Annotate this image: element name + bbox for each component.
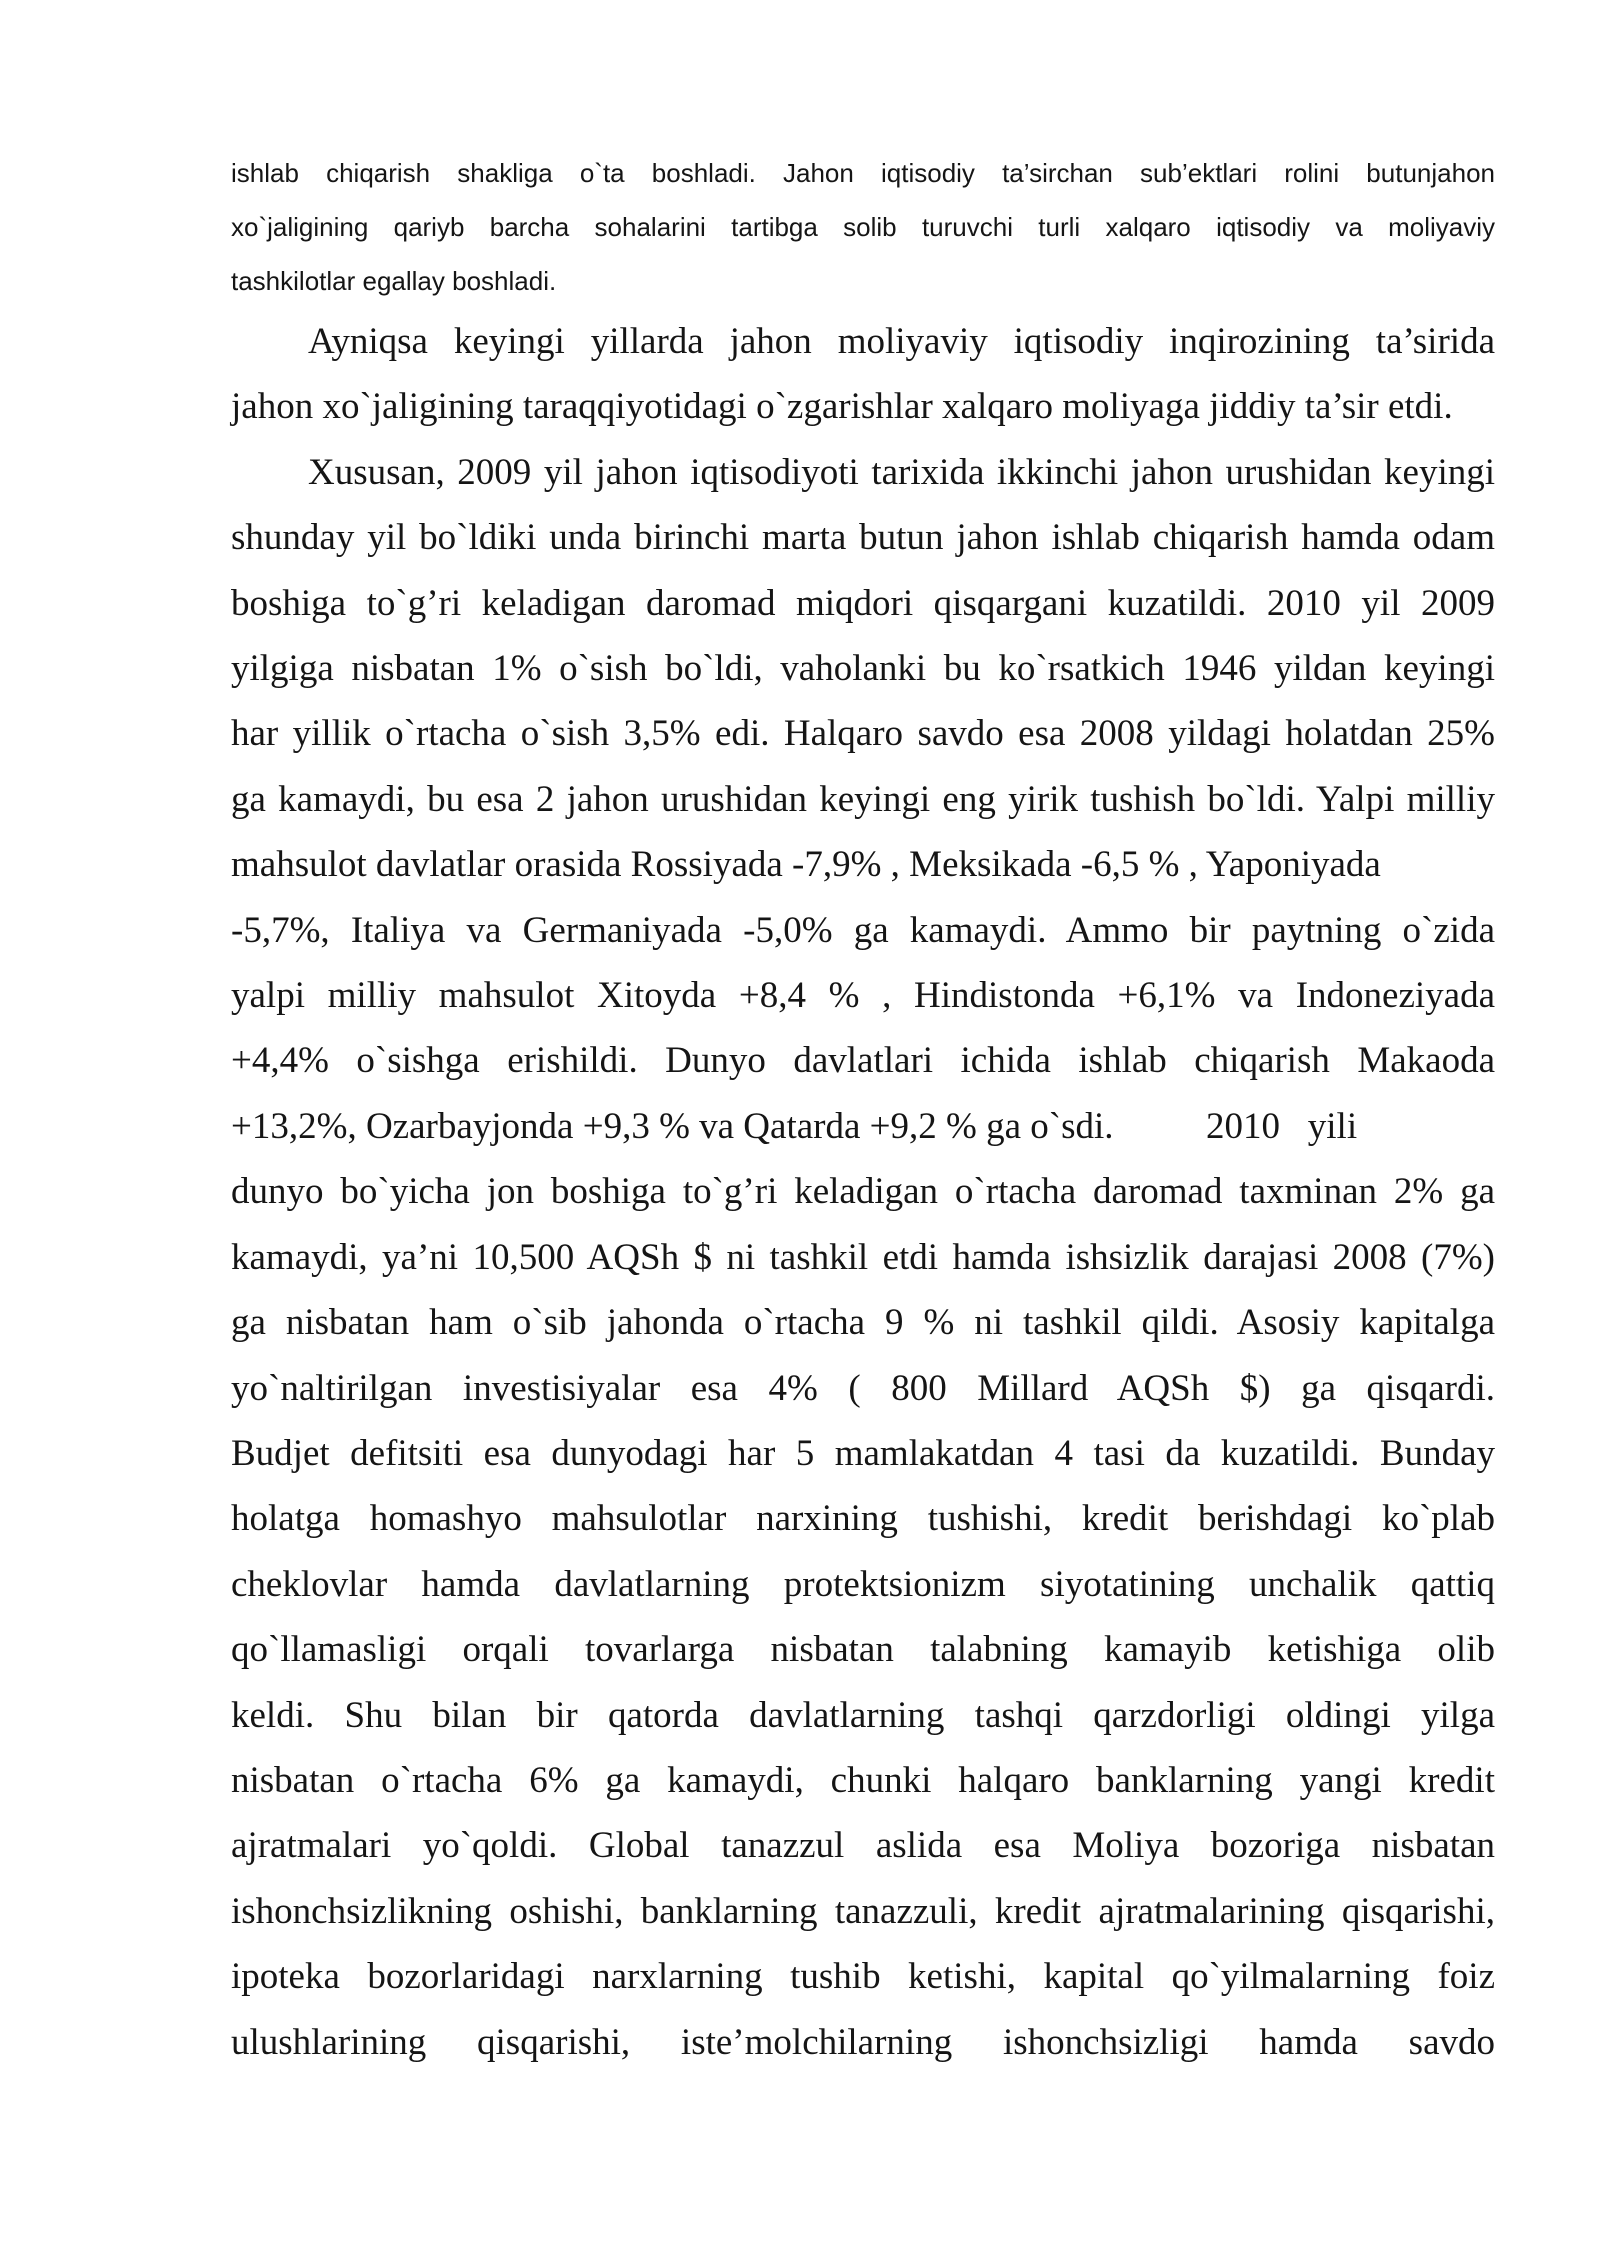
paragraph-line: ishonchsizlikning oshishi, banklarning tanazzuli, kredit ajratmalarining qisqarishi,: [231, 1890, 1495, 1932]
paragraph: [231, 440, 1495, 2075]
paragraph-line: har yillik o`rtacha o`sish 3,5% edi. Halqaro savdo esa 2008 yildagi holatdan 25%: [231, 713, 1495, 755]
paragraph: [231, 309, 1495, 440]
paragraph-line: Ayniqsa keyingi yillarda jahon moliyaviy iqtisodiy inqirozining ta’sirida: [308, 321, 1495, 362]
paragraph-line: dunyo bo`yicha jon boshiga to`g’ri keladigan o`rtacha daromad taxminan 2% ga: [231, 1171, 1495, 1213]
paragraph-line: kamaydi, ya’ni 10,500 AQSh $ ni tashkil etdi hamda ishsizlik darajasi 2008 (7%): [231, 1236, 1495, 1278]
intro-line: ishlab chiqarish shakliga o`ta boshladi. Jahon iqtisodiy ta’sirchan sub’ektlari rolini butunjahon: [231, 158, 1495, 188]
paragraph-line: -5,7%, Italiya va Germaniyada -5,0% ga kamaydi. Ammo bir paytning o`zida: [231, 909, 1495, 951]
paragraph-line: jahon xo`jaligining taraqqiyotidagi o`zgarishlar xalqaro moliyaga jiddiy ta’sir etdi.: [231, 386, 1453, 428]
paragraph-line: cheklovlar hamda davlatlarning protektsionizm siyotatining unchalik qattiq: [231, 1563, 1495, 1605]
paragraph-line: yilgiga nisbatan 1% o`sish bo`ldi, vaholanki bu ko`rsatkich 1946 yildan keyingi: [231, 648, 1495, 690]
intro-line: tashkilotlar egallay boshladi.: [231, 266, 557, 296]
paragraph-line: +13,2%, Ozarbayjonda +9,3 % va Qatarda +9,2 % ga o`sdi. 2010 yili: [231, 1105, 1358, 1147]
paragraph-line: ajratmalari yo`qoldi. Global tanazzul aslida esa Moliya bozoriga nisbatan: [231, 1825, 1495, 1867]
paragraph-line: keldi. Shu bilan bir qatorda davlatlarning tashqi qarzdorligi oldingi yilga: [231, 1694, 1495, 1736]
paragraph-line: shunday yil bo`ldiki unda birinchi marta butun jahon ishlab chiqarish hamda odam: [231, 517, 1495, 559]
paragraph-line: boshiga to`g’ri keladigan daromad miqdori qisqargani kuzatildi. 2010 yil 2009: [231, 582, 1495, 624]
paragraph-line: holatga homashyo mahsulotlar narxining tushishi, kredit berishdagi ko`plab: [231, 1498, 1495, 1540]
paragraph-line: yo`naltirilgan investisiyalar esa 4% ( 800 Millard AQSh $) ga qisqardi.: [231, 1367, 1495, 1409]
intro-paragraph: [231, 146, 1495, 308]
paragraph-line: ipoteka bozorlaridagi narxlarning tushib ketishi, kapital qo`yilmalarning foiz: [231, 1956, 1495, 1998]
paragraph-line: nisbatan o`rtacha 6% ga kamaydi, chunki halqaro banklarning yangi kredit: [231, 1759, 1495, 1801]
paragraph-line: mahsulot davlatlar orasida Rossiyada -7,9% , Meksikada -6,5 % , Yaponiyada: [231, 844, 1381, 886]
paragraph-line: ulushlarining qisqarishi, iste’molchilarning ishonchsizligi hamda savdo: [231, 2021, 1495, 2063]
paragraph-line: ga nisbatan ham o`sib jahonda o`rtacha 9 % ni tashkil qildi. Asosiy kapitalga: [231, 1302, 1495, 1344]
paragraph-line: yalpi milliy mahsulot Xitoyda +8,4 % , Hindistonda +6,1% va Indoneziyada: [231, 975, 1495, 1017]
paragraph-line: qo`llamasligi orqali tovarlarga nisbatan talabning kamayib ketishiga olib: [231, 1629, 1495, 1671]
paragraph-line: Budjet defitsiti esa dunyodagi har 5 mamlakatdan 4 tasi da kuzatildi. Bunday: [231, 1432, 1495, 1474]
intro-line: xo`jaligining qariyb barcha sohalarini tartibga solib turuvchi turli xalqaro iqtisodiy va moliyaviy: [231, 212, 1495, 242]
document-body: [231, 309, 1495, 2075]
paragraph-line: +4,4% o`sishga erishildi. Dunyo davlatlari ichida ishlab chiqarish Makaoda: [231, 1040, 1495, 1082]
paragraph-line: Xususan, 2009 yil jahon iqtisodiyoti tarixida ikkinchi jahon urushidan keyingi: [308, 451, 1495, 493]
paragraph-line: ga kamaydi, bu esa 2 jahon urushidan keyingi eng yirik tushish bo`ldi. Yalpi milliy: [231, 778, 1495, 820]
